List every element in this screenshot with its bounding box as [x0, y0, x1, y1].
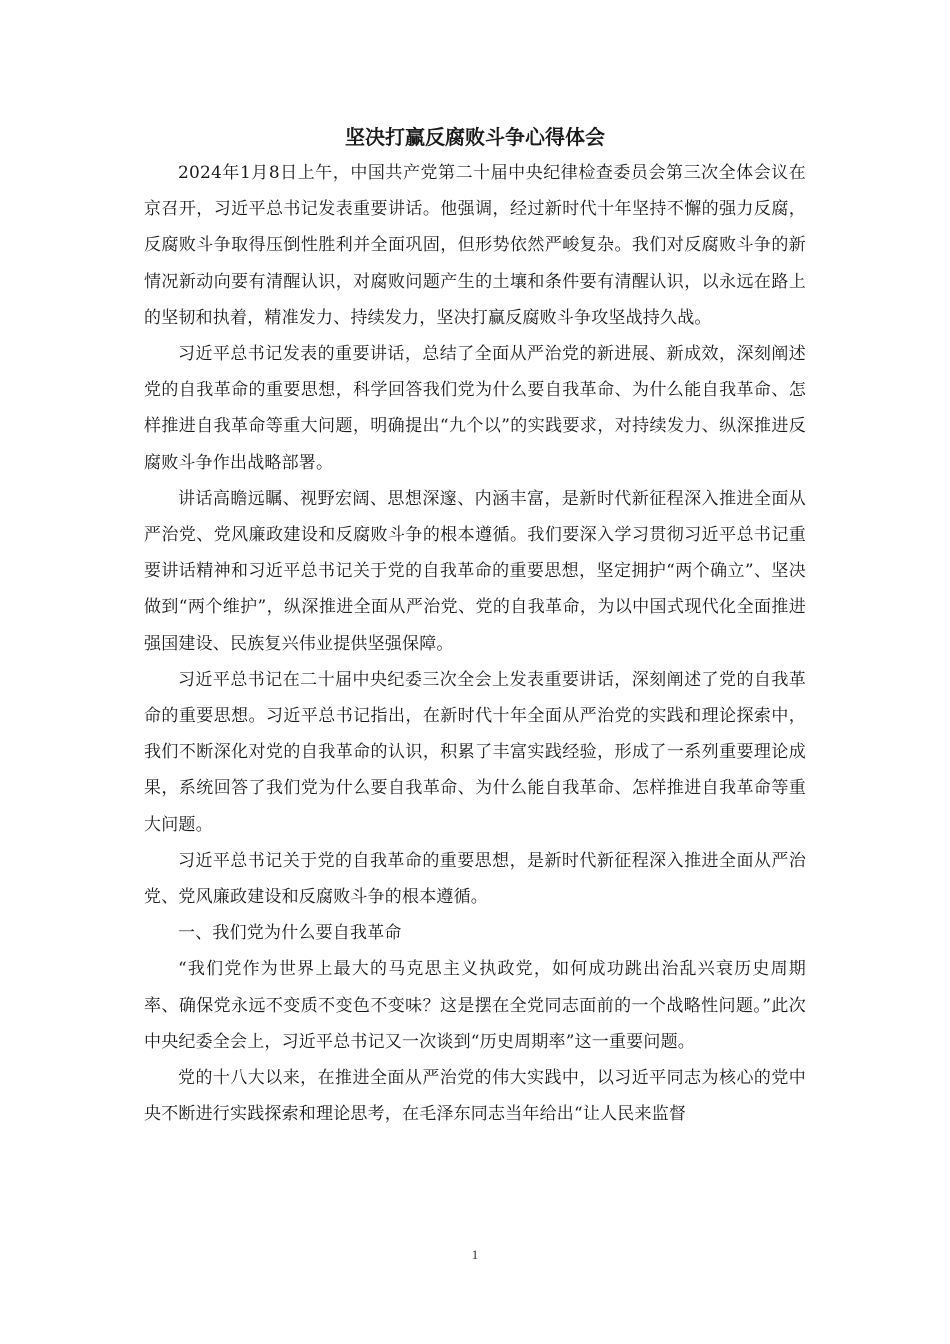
section-heading-1: 一、我们党为什么要自我革命: [178, 923, 402, 944]
paragraph-5: 习近平总书记关于党的自我革命的重要思想，是新时代新征程深入推进全面从严治党、党风廉政建设和反腐败斗争的根本遵循。: [144, 850, 806, 908]
paragraph-3: 讲话高瞻远瞩、视野宏阔、思想深邃、内涵丰富，是新时代新征程深入推进全面从严治党、党风廉政建设和反腐败斗争的根本遵循。我们要深入学习贯彻习近平总书记重要讲话精神和习近平总书记关于党的自我革命的重要思想，坚定拥护“两个确立”、坚决做到“两个维护”，纵深推进全面从严治党、党的自我革命，为以中国式现代化全面推进强国建设、民族复兴伟业提供坚强保障。: [144, 488, 806, 654]
page-number: 1: [471, 1247, 479, 1262]
paragraph-1: 2024年1月8日上午，中国共产党第二十届中央纪律检查委员会第三次全体会议在京召开，习近平总书记发表重要讲话。他强调，经过新时代十年坚持不懈的强力反腐，反腐败斗争取得压倒性胜利并全面巩固，但形势依然严峻复杂。我们对反腐败斗争的新情况新动向要有清醒认识，对腐败问题产生的土壤和条件要有清醒认识，以永远在路上的坚韧和执着，精准发力、持续发力，坚决打赢反腐败斗争攻坚战持久战。: [144, 163, 806, 328]
document-body: [144, 119, 806, 1132]
paragraph-7: 党的十八大以来，在推进全面从严治党的伟大实践中，以习近平同志为核心的党中央不断进行实践探索和理论思考，在毛泽东同志当年给出“让人民来监督: [144, 1068, 806, 1125]
paragraph-4: 习近平总书记在二十届中央纪委三次全会上发表重要讲话，深刻阐述了党的自我革命的重要思想。习近平总书记指出，在新时代十年全面从严治党的实践和理论探索中，我们不断深化对党的自我革命的认识，积累了丰富实践经验，形成了一系列重要理论成果，系统回答了我们党为什么要自我革命、为什么能自我革命、怎样推进自我革命等重大问题。: [144, 669, 806, 835]
paragraph-2: 习近平总书记发表的重要讲话，总结了全面从严治党的新进展、新成效，深刻阐述党的自我革命的重要思想，科学回答我们党为什么要自我革命、为什么能自我革命、怎样推进自我革命等重大问题，明确提出“九个以”的实践要求，对持续发力、纵深推进反腐败斗争作出战略部署。: [144, 344, 806, 473]
paragraph-6: “我们党作为世界上最大的马克思主义执政党，如何成功跳出治乱兴衰历史周期率、确保党永远不变质不变色不变味？这是摆在全党同志面前的一个战略性问题。”此次中央纪委全会上，习近平总书记又一次谈到“历史周期率”这一重要问题。: [144, 959, 806, 1052]
document-title: 坚决打赢反腐败斗争心得体会: [345, 125, 605, 149]
